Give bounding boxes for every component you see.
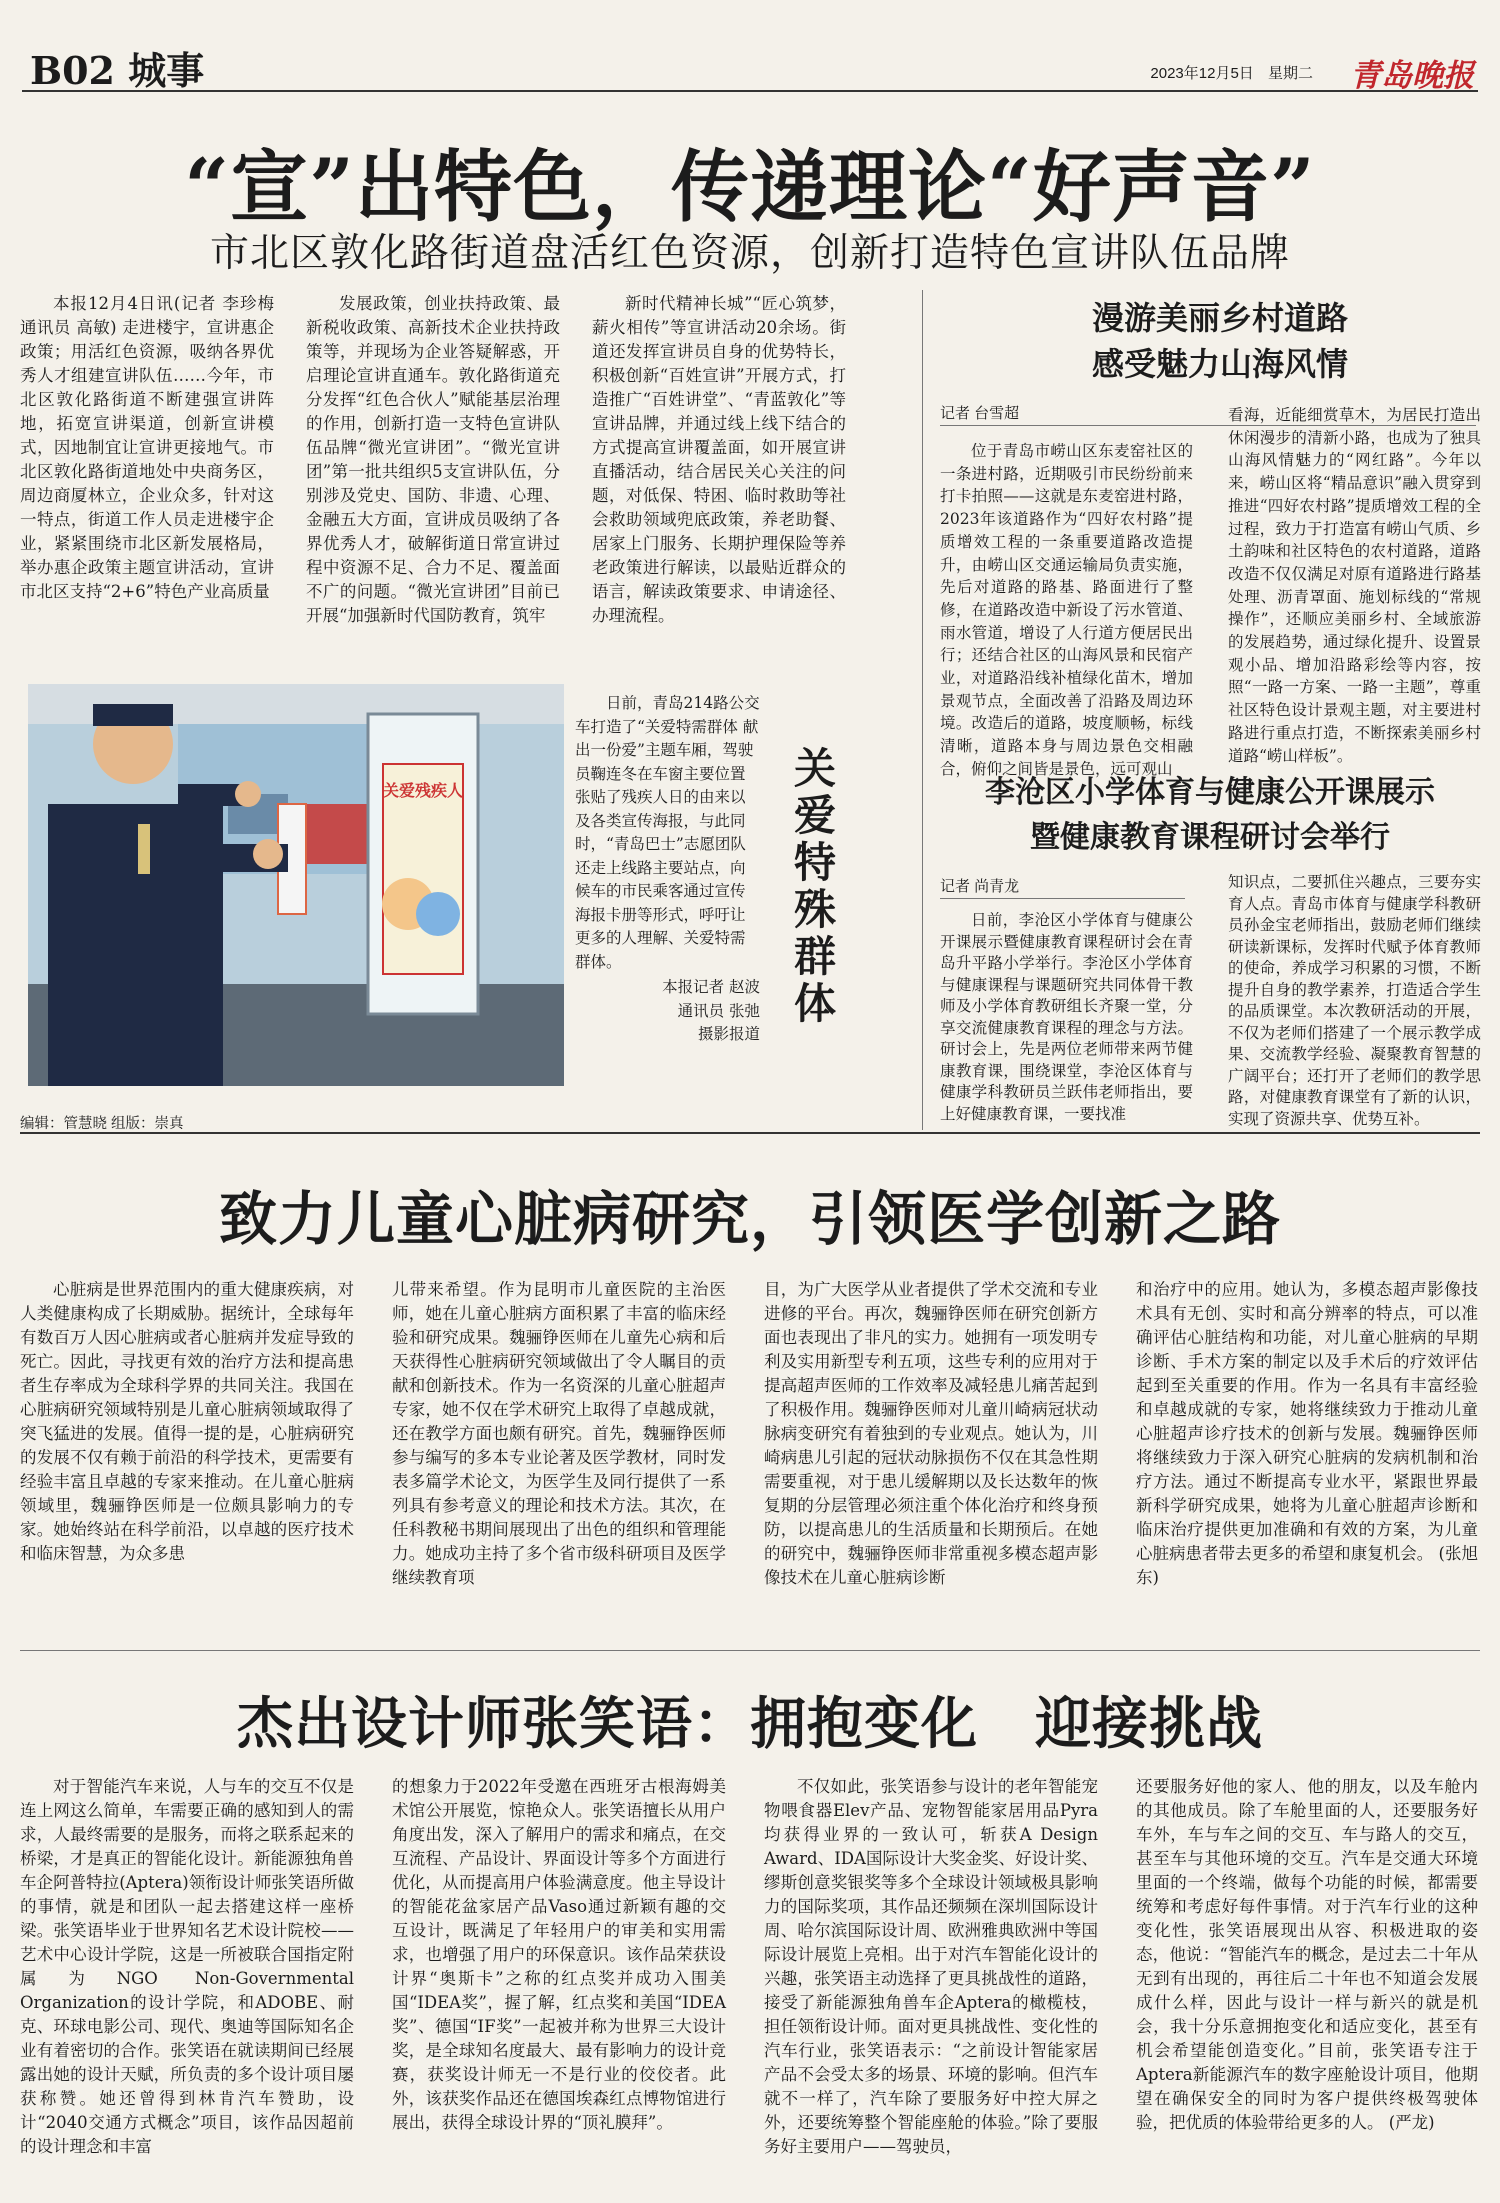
story4-col4: 和治疗中的应用。她认为，多模态超声影像技术具有无创、实时和高分辨率的特点，可以准确评估心脏结构和功能，对儿童心脏病的早期诊断、手术方案的制定以及手术后的疗效评估起到至关重要的作用。作为一名具有丰富经验和卓越成就的专家，她将继续致力于推动儿童心脏超声诊疗技术的创新与发展。魏骊铮医师将继续致力于深入研究心脏病的发病机制和治疗方法。通过不断提高专业水平，紧跟世界最新科学研究成果，她将为儿童心脏超声诊断和临床治疗提供更加准确和有效的方案，为儿童心脏病患者带去更多的希望和康复机会。 (张旭东) [1136,1280,1478,1587]
story3-byline: 记者 尚青龙 [940,878,1020,895]
poster-text: 关爱残疾人 [382,783,464,800]
section-rule [20,1650,1480,1651]
story1-col3: 新时代精神长城”“匠心筑梦，薪火相传”等宣讲活动20余场。街道还发挥宣讲员自身的优势特长，积极创新“百姓宣讲”开展方式，打造推广“百姓讲堂”、“青蓝敦化”等宣讲品牌，并通过线上线下结合的方式提高宣讲覆盖面，如开展宣讲直播活动，结合居民关心关注的问题，对低保、特困、临时救助等社会救助领域兜底政策，养老助餐、居家上门服务、长期护理保险等养老政策进行解读，以最贴近群众的语言，解读政策要求、申请途径、办理流程。 [592,294,846,625]
story3-col1: 日前，李沧区小学体育与健康公开课展示暨健康教育课程研讨会在青岛升平路小学举行。李沧区小学体育与健康课程与课题研究共同体骨干教师及小学体育教研组长齐聚一堂，分享交流健康教育课程的理念与方法。研讨会上，先是两位老师带来两节健康教育课，围绕课堂，李沧区体育与健康学科教研员兰跃伟老师指出，要上好健康教育课，一要找准 [940,911,1193,1123]
story4-col2: 儿带来希望。作为昆明市儿童医院的主治医师，她在儿童心脏病方面积累了丰富的临床经验和研究成果。魏骊铮医师在儿童先心病和后天获得性心脏病研究领域做出了令人瞩目的贡献和创新技术。作为一名资深的儿童心脏超声专家，她不仅在学术研究上取得了卓越成就，还在教学方面也颇有研究。首先，魏骊铮医师参与编写的多本专业论著及医学教材，同时发表多篇学术论文，为医学生及同行提供了一系列具有参考意义的理论和技术方法。其次，在任科教秘书期间展现出了出色的组织和管理能力。她成功主持了多个省市级科研项目及医学继续教育项 [392,1280,726,1587]
weekday: 星期二 [1267,65,1313,82]
photo-caption: 日前，青岛214路公交车打造了“关爱特需群体 献出一份爱”主题车厢，驾驶员鞠连冬在车窗主要位置张贴了残疾人日的由来以及各类宣传海报，与此同时，“青岛巴士”志愿团队还走上线路主要站点，向候车的市民乘客通过宣传海报卡册等形式，呼吁让更多的人理解、关爱特需群体。 [575,694,760,971]
story5-col3: 不仅如此，张笑语参与设计的老年智能宠物喂食器Elev产品、宠物智能家居用品Pyra均获得业界的一致认可，斩获A Design Award、IDA国际设计大奖金奖、好设计奖、缪斯创意奖银奖等多个全球设计领域极具影响力的国际奖项，其作品还频频在深圳国际设计周、哈尔滨国际设计周、欧洲雅典欧洲中等国际设计展览上亮相。出于对汽车智能化设计的兴趣，张笑语主动选择了更具挑战性的道路，接受了新能源独角兽车企Aptera的橄榄枝，担任领衔设计师。面对更具挑战性、变化性的汽车行业，张笑语表示：“之前设计智能家居产品不会受太多的场景、环境的影响。但汽车就不一样了，汽车除了要服务好中控大屏之外，还要统筹整个智能座舱的体验。”除了要服务好主要用户——驾驶员， [764,1777,1098,2156]
byline-rule [940,898,1185,899]
story2-col2: 看海，近能细赏草木，为居民打造出休闲漫步的清新小路，也成为了独具山海风情魅力的“网红路”。今年以来，崂山区将“精品意识”融入贯穿到推进“四好农村路”提质增效工程的全过程，致力于打造富有崂山气质、乡土韵味和社区特色的农村道路，道路改造不仅仅满足对原有道路进行路基处理、沥青罩面、施划标线的“常规操作”，还顺应美丽乡村、全域旅游的发展趋势，通过绿化提升、设置景观小品、增加沿路彩绘等内容，按照“一路一方案、一路一主题”，尊重社区特色设计景观主题，对主要进村路进行重点打造，不断探索美丽乡村道路“崂山样板”。 [1228,406,1481,765]
story4-title: 致力儿童心脏病研究，引领医学创新之路 [218,1185,1281,1253]
story5-title: 杰出设计师张笑语：拥抱变化 迎接挑战 [237,1691,1263,1757]
section-label: B02 城事 [30,48,205,93]
photo-credit-2: 通讯员 张弛 [677,1001,760,1020]
photo-credit-3: 摄影报道 [697,1025,760,1043]
photo-caption-box [565,684,770,1074]
story1-subtitle: 市北区敦化路街道盘活红色资源，创新打造特色宣讲队伍品牌 [209,231,1290,276]
story1-title: “宣”出特色，传递理论“好声音” [184,142,1316,233]
page-header [22,22,1478,92]
story1-col2: 发展政策，创业扶持政策、最新税收政策、高新技术企业扶持政策等，并现场为企业答疑解惑，开启理论宣讲直通车。敦化路街道充分发挥“红色合伙人”赋能基层治理的作用，创新打造一支特色宣讲队伍品牌“微光宣讲团”。“微光宣讲团”第一批共组织5支宣讲队伍，分别涉及党史、国防、非遗、心理、金融五大方面，宣讲成员吸纳了各界优秀人才，破解街道日常宣讲过程中资源不足、合力不足、覆盖面不广的问题。“微光宣讲团”目前已开展“加强新时代国防教育，筑牢 [306,294,560,625]
date-line [1140,62,1313,83]
photo-vertical-title: 关爱特殊群体 [793,744,836,1028]
story5-col4: 还要服务好他的家人、他的朋友，以及车舱内的其他成员。除了车舱里面的人，还要服务好车外，车与车之间的交互、车与路人的交互，甚至车与其他环境的交互。汽车是交通大环境里面的一个终端，做每个功能的时候，都需要统筹和考虑好每件事情。对于汽车行业的这种变化性，张笑语展现出从容、积极进取的姿态，他说：“智能汽车的概念，是过去二十年从无到有出现的，再往后二十年也不知道会发展成什么样，因此与设计一样与新兴的就是机会，我十分乐意拥抱变化和适应变化，甚至有机会希望能创造变化。”目前，张笑语专注于Aptera新能源汽车的数字座舱设计项目，他期望在确保安全的同时为客户提供终极驾驶体验，把优质的体验带给更多的人。 (严龙) [1136,1777,1478,2132]
story2-byline: 记者 台雪超 [940,405,1020,422]
bus-photo [28,684,564,1086]
story3-col2: 知识点，二要抓住兴趣点，三要夯实育人点。青岛市体育与健康学科教研员孙金宝老师指出，鼓励老师们继续研读新课标，发挥时代赋予体育教师的使命，养成学习积累的习惯，不断提升自身的教学素养，打造适合学生的品质课堂。本次教研活动的开展，不仅为老师们搭建了一个展示教学成果、交流教学经验、凝聚教育智慧的广阔平台；还打开了老师们的教学思路，对健康教育课堂有了新的认识，实现了资源共享、优势互补。 [1228,873,1481,1128]
story4-col3: 目，为广大医学从业者提供了学术交流和专业进修的平台。再次，魏骊铮医师在研究创新方面也表现出了非凡的实力。她拥有一项发明专利及实用新型专利五项，这些专利的应用对于提高超声医师的工作效率及减轻患儿痛苦起到了积极作用。魏骊铮医师对儿童川崎病冠状动脉病变研究有着独到的专业观点。她认为，川崎病患儿引起的冠状动脉损伤不仅在其急性期需要重视，对于患儿缓解期以及长达数年的恢复期的分层管理必须注重个体化治疗和终身预防，以提高患儿的生活质量和长期预后。在她的研究中，魏骊铮医师非常重视多模态超声影像技术在儿童心脏病诊断 [764,1280,1098,1587]
story5-col2: 的想象力于2022年受邀在西班牙古根海姆美术馆公开展览，惊艳众人。张笑语擅长从用户角度出发，深入了解用户的需求和痛点，在交互流程、产品设计、界面设计等多个方面进行优化，从而提高用户体验满意度。他主导设计的智能花盆家居产品Vaso通过新颖有趣的交互设计，既满足了年轻用户的审美和实用需求，也增强了用户的环保意识。该作品荣获设计界“奥斯卡”之称的红点奖并成功入围美国“IDEA奖”，握了解，红点奖和美国“IDEA奖”、德国“IF奖”一起被并称为世界三大设计奖，是全球知名度最大、最有影响力的设计竞赛，获奖设计师无一不是行业的佼佼者。此外，该获奖作品还在德国埃森红点博物馆进行展出，获得全球设计界的“顶礼膜拜”。 [392,1777,726,2132]
story2-title: 漫游美丽乡村道路 感受魅力山海风情 [1091,299,1348,383]
bus-photo-illustration [28,684,564,1086]
story2-col1: 位于青岛市崂山区东麦窑社区的一条进村路，近期吸引市民纷纷前来打卡拍照——这就是东麦窑进村路，2023年该道路作为“四好农村路”提质增效工程的一条重要道路改造提升，由崂山区交通运输局负责实施，先后对道路的路基、路面进行了整修，在道路改造中新设了污水管道、雨水管道，增设了人行道方便居民出行；还结合社区的山海风景和民宿产业，对道路沿线补植绿化苗木，增加景观节点，全面改善了沿路及周边环境。改造后的道路，坡度顺畅，标线清晰，道路本身与周边景色交相融合，俯仰之间皆是景色，远可观山 [940,442,1193,778]
masthead-logo: 青岛晚报 [1350,58,1474,94]
story4-col1: 心脏病是世界范围内的重大健康疾病，对人类健康构成了长期威胁。据统计，全球每年有数百万人因心脏病或者心脏病并发症导致的死亡。因此，寻找更有效的治疗方法和提高患者生存率成为全球科学界的共同关注。我国在心脏病研究领域特别是儿童心脏病领域取得了突飞猛进的发展。值得一提的是，心脏病研究的发展不仅有赖于前沿的科学技术，更需要有经验丰富且卓越的专家来推动。在儿童心脏病领域里，魏骊铮医师是一位颇具影响力的专家。她始终站在科学前沿，以卓越的医疗技术和临床智慧，为众多患 [20,1280,354,1563]
story1-col1: 本报12月4日讯(记者 李珍梅 通讯员 高敏) 走进楼宇，宣讲惠企政策；用活红色资源，吸纳各界优秀人才组建宣讲队伍……今年，市北区敦化路街道不断建强宣讲阵地，拓宽宣讲渠道，创新宣讲模式，因地制宜让宣讲更接地气。市北区敦化路街道地处中央商务区，周边商厦林立，企业众多，针对这一特点，街道工作人员走进楼宇企业，紧紧围绕市北区新发展格局，举办惠企政策主题宣讲活动，宣讲市北区支持“2+6”特色产业高质量 [20,294,274,601]
section-rule [20,1132,1480,1134]
photo-credit-1: 本报记者 赵波 [662,978,760,996]
story3-title: 李沧区小学体育与健康公开课展示 暨健康教育课程研讨会举行 [985,775,1435,855]
story5-col1: 对于智能汽车来说，人与车的交互不仅是连上网这么简单，车需要正确的感知到人的需求，人最终需要的是服务，而将之联系起来的桥梁，才是真正的智能化设计。新能源独角兽车企阿普特拉(Aptera)领衔设计师张笑语所做的事情，就是和团队一起去搭建这样一座桥梁。张笑语毕业于世界知名艺术设计院校——艺术中心设计学院，这是一所被联合国指定附属为NGO Non-Governmental Organization的设计学院，和ADOBE、耐克、环球电影公司、现代、奥迪等国际知名企业有着密切的合作。张笑语在就读期间已经展露出她的设计天赋，所负责的多个设计项目屡获称赞。她还曾得到林肯汽车赞助，设计“2040交通方式概念”项目，该作品因超前的设计理念和丰富 [20,1777,354,2156]
column-divider [922,290,923,1130]
editor-line: 编辑：管慧晓 组版：崇真 [20,1116,184,1132]
date: 2023年12月5日 [1150,65,1254,82]
